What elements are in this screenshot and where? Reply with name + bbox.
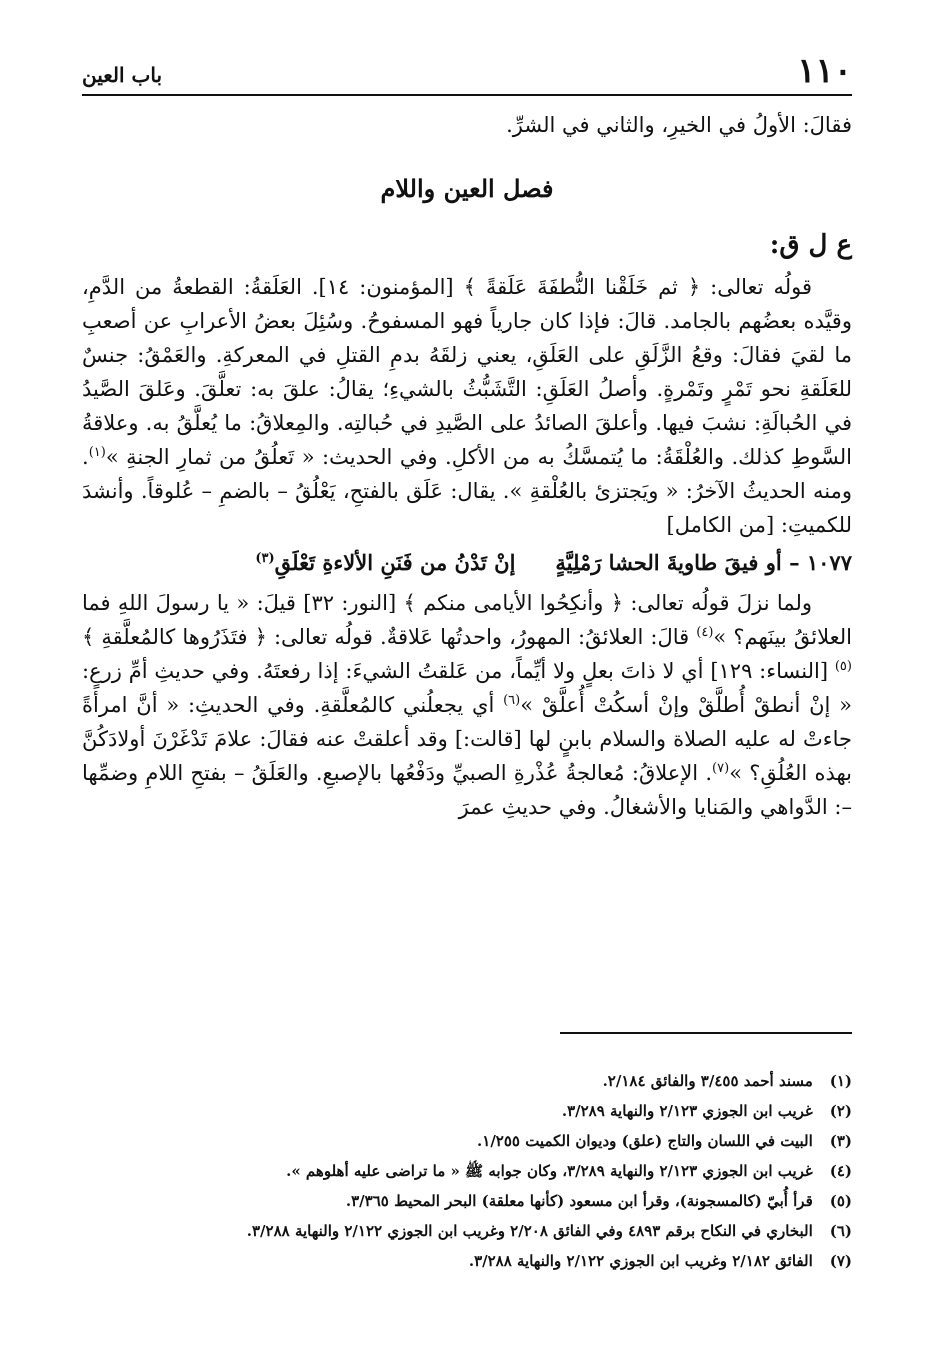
footnote-item [82,1066,852,1096]
footnote-marker: (٣) [829,1132,852,1150]
verse-first-half-text: أو فيقَ طاويةَ الحشا رَمْلِيَّةٍ [555,550,782,575]
paragraph-2-text-a: ولما نزلَ قولُه تعالى: ﴿ وأنكِحُوا الأيامى منكم ﴾ [النور: ٣٢] قيلَ: « يا رسولَ اللهِ فما العلائقُ بينَهم؟ » [82,591,852,649]
footnote-separator [560,1032,852,1034]
footnote-text: قرأ أُبيّ (كالمسجونة)، وقرأ ابن مسعود (كأنها معلقة) البحر المحيط ٣/٣٦٥. [345,1192,813,1210]
paragraph-2-text-d: أي يجعلُني كالمُعلَّقةِ. وفي الحديثِ: « أنَّ امرأةً جاءتْ له عليه الصلاة والسلام بابنٍ لها [قالت:] وقد أعلقتْ عنه فقالَ: علامَ تَدْغَرْنَ أولادَكُنَّ بهذه العُلُقِ؟ » [82,693,852,785]
paragraph-2-text-b: قالَ: العلائقُ: المهورُ، واحدتُها عَلاقةٌ. قولُه تعالى: ﴿ فتَذَرُوها كالمُعلَّقةِ ﴾ [82,625,697,649]
verse-second-half [255,546,515,580]
main-text [82,108,852,824]
page-number: ١١٠ [797,51,852,91]
paragraph-1 [82,270,852,542]
footnote-marker: (٧) [829,1252,852,1270]
footnote-text: مسند أحمد ٣/٤٥٥ والفائق ٢/١٨٤. [602,1072,813,1090]
footnote-item [82,1126,852,1156]
footnote-marker: (٥) [829,1192,852,1210]
footnote-item [82,1156,852,1186]
footnote-marker: (٢) [829,1102,852,1120]
paragraph-2-text-c: [النساء: ١٢٩] أي لا ذاتَ بعلٍ ولا أيِّماً، من عَلقتُ الشيءَ: إذا رفعتَهُ. وفي حديثِ أمِّ زرعٍ: « إنْ أنطقْ أُطلَّقْ وإنْ أسكُتْ أُعلَّقْ » [82,659,852,717]
footnote-text: غريب ابن الجوزي ٢/١٢٣ والنهاية ٣/٢٨٩. [561,1102,813,1120]
running-head: باب العين [82,63,163,87]
intro-line: فقالَ: الأولُ في الخيرِ، والثاني في الشرِّ. [506,113,852,137]
paragraph-1-text: قولُه تعالى: ﴿ ثم خَلَقْنا النُّطفَةَ عَلَقةً ﴾ [المؤمنون: ١٤]. العَلَقةُ: القطعةُ من الدَّمِ، وقيَّده بعضُهم بالجامد. قالَ: فإذا كان جارياً فهو المسفوحُ. وسُئِلَ بعضُ الأعرابِ عن أصعبِ ما لقيَ فقالَ: وقعُ الزَّلَقِ على العَلَقِ، يعني زلقَهُ بدمِ القتلِ في المعركةِ. والعَمْقُ: جنسٌ للعَلَقةِ نحو تَمْرٍ وتَمْرةٍ. وأصلُ العَلَقِ: التَّشَبُّثُ بالشيءِ؛ يقالُ: علقَ به: تعلَّقَ. وعَلقَ الصَّيدُ في الحُبالَةِ: نشبَ فيها. وأعلقَ الصائدُ على الصَّيدِ في حُبالتِه. والمِعلاقُ: ما يُعلَّقُ به. وعلاقةُ السَّوطِ كذلك. والعُلْقَةُ: ما يُتمسَّكُ به من الأكلِ. وفي الحديث: « تَعلُقُ من ثمارِ الجنةِ » [82,275,853,469]
footnote-marker: (٦) [829,1222,852,1240]
verse-number: ١٠٧٧ – [789,550,852,575]
verse-second-half-text: إنْ تَدْنُ من فَنَنِ الألاءةِ تَعْلَقِ [274,550,516,575]
page-header [82,51,852,96]
verse-first-half [555,546,852,580]
footnote-text: الفائق ٢/١٨٢ وغريب ابن الجوزي ٢/١٢٢ والنهاية ٣/٢٨٨. [468,1252,813,1270]
footnotes [82,1066,852,1276]
footnote-marker: (١) [829,1072,852,1090]
footnote-item [82,1216,852,1246]
footnote-ref-5: (٥) [834,659,852,674]
footnote-item [82,1246,852,1276]
footnote-ref-6: (٦) [503,693,521,708]
footnote-text: البخاري في النكاح برقم ٤٨٩٣ وفي الفائق ٢/٢٠٨ وغريب ابن الجوزي ٢/١٢٢ والنهاية ٣/٢٨٨. [246,1222,813,1240]
footnote-text: البيت في اللسان والتاج (علق) وديوان الكميت ١/٢٥٥. [477,1132,813,1150]
paragraph-2-text-e: . الإعلاقُ: مُعالجةُ عُذْرةِ الصبيِّ ودَفْعُها بالإصبعِ. والعَلَقُ – بفتحِ اللامِ وضمِّها –: الدَّواهي والمَنايا والأشغالُ. وفي حديثِ عمرَ [82,761,852,819]
root-heading: ع ل ق: [769,230,852,260]
section-title: فصل العين واللام [380,174,554,203]
footnote-text: غريب ابن الجوزي ٢/١٢٣ والنهاية ٣/٢٨٩، وكان جوابه ﷺ « ما تراضى عليه أهلوهم ». [286,1162,813,1180]
footnote-item [82,1096,852,1126]
paragraph-1-continuation: . ومنه الحديثُ الآخرُ: « ويَجتزئ بالعُلْقةِ ». يقال: عَلَق بالفتحِ، يَعْلُقُ – بالضمِ – عُلوقاً. وأنشدَ للكميتِ: [من الكامل] [82,445,852,537]
footnote-ref-1: (١) [88,445,106,460]
footnote-ref-4: (٤) [696,625,714,640]
poetry-verse [82,546,852,580]
footnote-ref-3: (٣) [255,551,275,566]
paragraph-2 [82,586,852,824]
footnote-ref-7: (٧) [712,761,730,776]
footnote-item [82,1186,852,1216]
footnote-marker: (٤) [829,1162,852,1180]
